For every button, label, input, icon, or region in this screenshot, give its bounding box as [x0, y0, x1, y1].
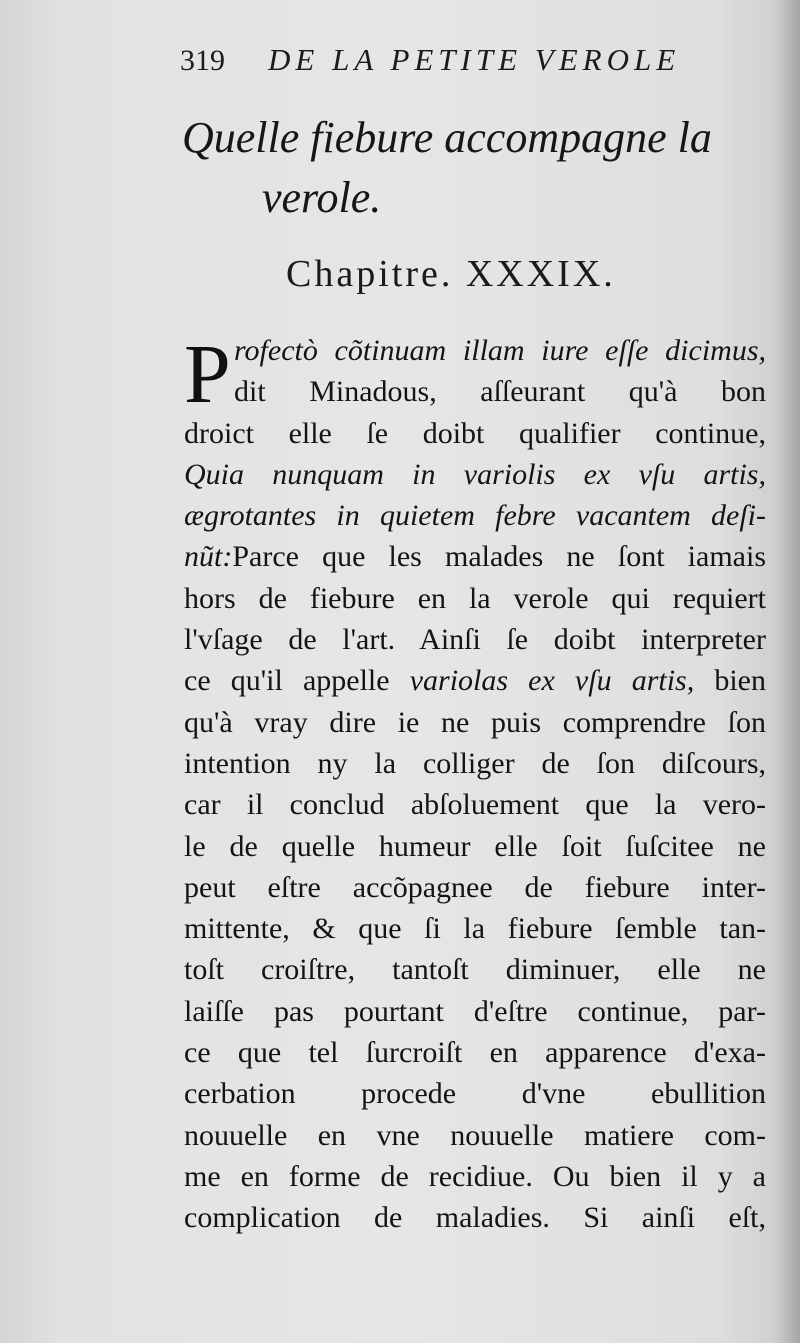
chapter-title-line-1: Quelle fiebure accompagne la [182, 113, 712, 162]
text-line: qu'à vray dire ie ne puis comprendre ſon [184, 705, 766, 739]
text-line: l'vſage de l'art. Ainſi ſe doibt interpreter [184, 623, 766, 657]
body-text [184, 330, 766, 1239]
text-line: droict elle ſe doibt qualifier continue, [184, 416, 766, 450]
chapter-title-line-2: verole. [262, 173, 382, 222]
page-gutter-shadow [774, 0, 800, 1343]
text-line: ce que tel ſurcroiſt en apparence d'exa- [184, 1036, 766, 1070]
text-line: toſt croiſtre, tantoſt diminuer, elle ne [184, 953, 766, 987]
text-fragment: ce qu'il appelle [184, 664, 410, 698]
text-line: le de quelle humeur elle ſoit ſuſcitee ne [184, 829, 766, 863]
text-line: ægrotantes in quietem febre vacantem deſi- [184, 499, 766, 533]
text-line: laiſſe pas pourtant d'eſtre continue, par- [184, 994, 766, 1028]
text-fragment: bien [694, 664, 766, 698]
running-head: DE LA PETITE VEROLE [268, 42, 681, 77]
text-line: Quia nunquam in variolis ex vſu artis, [184, 457, 766, 491]
text-line [184, 536, 766, 577]
text-line [184, 660, 766, 701]
text-line: peut eſtre accõpagnee de fiebure inter- [184, 870, 766, 904]
chapter-title [182, 108, 762, 228]
text-line: intention ny la colliger de ſon diſcours, [184, 746, 766, 780]
text-line: mittente, & que ſi la fiebure ſemble tan- [184, 912, 766, 946]
text-fragment-italic: nũt: [184, 540, 233, 574]
text-line: nouuelle en vne nouuelle matiere com- [184, 1118, 766, 1152]
text-line: dit Minadous, aſſeurant qu'à bon [234, 375, 766, 409]
page-number: 319 [180, 44, 225, 77]
text-fragment-italic: variolas ex vſu artis, [409, 664, 695, 698]
chapter-number: Chapitre. XXXIX. [286, 253, 616, 295]
page-header [180, 42, 750, 88]
text-fragment: Parce que les malades ne ſont iamais [232, 540, 766, 574]
text-line: me en forme de recidiue. Ou bien il y a [184, 1159, 766, 1193]
text-line: complication de maladies. Si ainſi eſt, [184, 1201, 766, 1235]
text-line: car il conclud abſoluement que la vero- [184, 788, 766, 822]
text-line: rofectò cõtinuam illam iure eſſe dicimus, [234, 334, 766, 367]
drop-cap: P [184, 328, 231, 421]
text-line: hors de fiebure en la verole qui requiert [184, 581, 766, 615]
text-line: cerbation procede d'vne ebullition [184, 1077, 766, 1111]
